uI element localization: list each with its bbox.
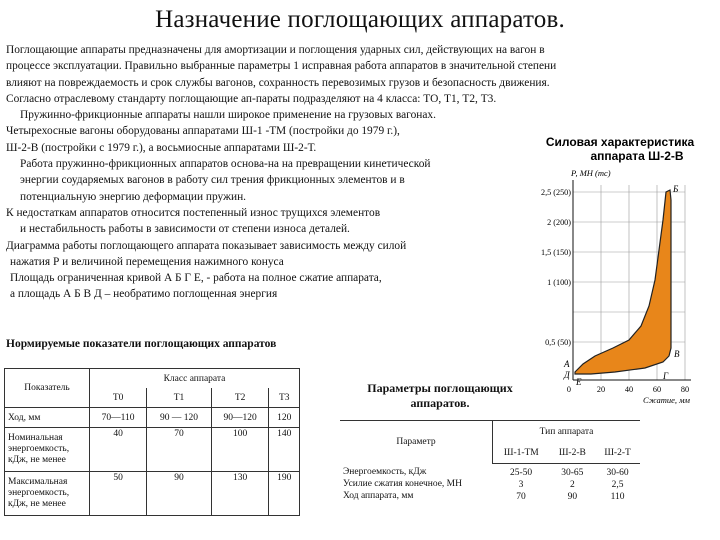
cell: 70	[147, 428, 212, 472]
point-label: А	[564, 359, 570, 369]
text-line: Согласно отраслевому стандарту поглощающие ап-параты подразделяют на 4 класса: ТО, Т1, Т2, Т3.	[6, 92, 497, 105]
cell: 70—110	[90, 408, 147, 428]
x-tick-label: 40	[624, 385, 634, 394]
cell: 90	[147, 472, 212, 516]
text-line: Площадь ограниченная кривой А Б Г Е, - работа на полное сжатие аппарата,	[10, 272, 382, 285]
table-row	[5, 472, 300, 516]
text-line: нажатия Р и величиной перемещения нажимного конуса	[10, 255, 284, 268]
header-type-group: Тип аппарата	[493, 421, 641, 443]
header-class: Т2	[211, 388, 269, 408]
cell: 190	[269, 472, 300, 516]
chart-title-line1: Силовая характеристика	[545, 135, 695, 149]
cell: 90	[567, 491, 578, 502]
cell: 2,5	[611, 479, 624, 490]
y-tick-label: 0,5 (50)	[545, 338, 571, 347]
y-tick-label: 2,5 (250)	[540, 188, 571, 197]
cell: 130	[211, 472, 269, 516]
table-row	[340, 463, 640, 504]
text-line: влияют на повреждаемость и срок службы вагонов, сохранность перевозимых грузов и безопасность движения.	[6, 76, 550, 89]
norm-table-title: Нормируемые показатели поглощающих аппаратов	[6, 338, 277, 350]
text-line: процессе эксплуатации. Правильно выбранные параметры 1 исправная работа аппаратов в значительной степени	[6, 60, 557, 73]
header-type: Ш-2-Т	[595, 443, 640, 464]
chart-title-line2: аппарата Ш-2-В	[590, 149, 684, 163]
text-line: потенциальную энергию деформации пружин.	[20, 190, 247, 203]
cell: 3	[518, 479, 524, 490]
type-values	[493, 463, 550, 504]
cell: 40	[90, 428, 147, 472]
cell: 120	[269, 408, 300, 428]
cell: 140	[269, 428, 300, 472]
x-tick-label: 20	[596, 385, 606, 394]
text-line: Поглощающие аппараты предназначены для амортизации и поглощения ударных сил, действующих на вагон в	[6, 44, 545, 56]
cell: 30-65	[561, 467, 584, 478]
header-type: Ш-2-В	[550, 443, 596, 464]
x-tick-label: 60	[652, 385, 662, 394]
header-class: Т0	[90, 388, 147, 408]
page-title: Назначение поглощающих аппаратов.	[155, 6, 565, 33]
param-labels	[340, 463, 493, 504]
point-label: Б	[673, 184, 679, 194]
text-line: а площадь А Б В Д – необратимо поглощенная энергия	[10, 288, 278, 301]
text-line: К недостаткам аппаратов относится постепенный износ трущихся элементов	[6, 206, 381, 219]
cell: 110	[610, 491, 625, 502]
x-tick-label: 80	[680, 385, 690, 394]
param-label: Ход аппарата, мм	[343, 491, 414, 501]
text-line: энергии соударяемых вагонов в работу сил трения фрикционных элементов и в	[20, 174, 405, 187]
text-line: Работа пружинно-фрикционных аппаратов основа-на на превращении кинетической	[20, 158, 431, 171]
cell: 70	[516, 491, 526, 502]
norm-table	[4, 368, 300, 516]
type-values	[550, 463, 596, 504]
x-tick-labels	[597, 385, 689, 394]
row-label: Ход, мм	[5, 408, 90, 428]
y-tick-label: 0	[566, 385, 571, 394]
header-indicator: Показатель	[5, 369, 90, 408]
header-class: Т1	[147, 388, 212, 408]
cell: 90—120	[211, 408, 269, 428]
param-label: Усилие сжатия конечное, МН	[343, 479, 462, 489]
row-label: Максимальная энергоемкость, кДж, не менее	[5, 472, 90, 516]
text-line: Четырехосные вагоны оборудованы аппаратами Ш-1 -ТМ (постройки до 1979 г.),	[6, 125, 400, 138]
text-line: Диаграмма работы поглощающего аппарата показывает зависимость между силой	[6, 239, 407, 252]
cell: 100	[211, 428, 269, 472]
header-class-group: Класс аппарата	[90, 369, 300, 389]
cell: 30-60	[606, 467, 629, 478]
header-class: Т3	[269, 388, 300, 408]
param-label: Энергоемкость, кДж	[343, 467, 427, 477]
point-label: Е	[576, 377, 582, 387]
type-values	[595, 463, 640, 504]
point-label: Г	[663, 371, 669, 381]
cell: 2	[569, 479, 575, 490]
x-axis-unit: Сжатие, мм	[642, 395, 690, 405]
point-label: Д	[564, 370, 570, 380]
row-label: Номинальная энергоемкость, кДж, не менее	[5, 428, 90, 472]
y-tick-label: 1,5 (150)	[540, 248, 571, 257]
y-tick-label: 1 (100)	[547, 278, 571, 287]
table-row	[5, 428, 300, 472]
cell: 50	[90, 472, 147, 516]
y-axis-unit: Р, МН (тс)	[571, 168, 611, 178]
text-line: и нестабильность работы в зависимости от степени износа деталей.	[20, 223, 350, 236]
params-table	[340, 420, 640, 504]
header-type: Ш-1-ТМ	[493, 443, 550, 464]
text-line: Пружинно-фрикционные аппараты нашли широкое применение на грузовых вагонах.	[20, 109, 436, 122]
force-characteristic-chart	[525, 130, 715, 420]
text-line: Ш-2-В (постройки с 1979 г.), а восьмиосные аппаратами Ш-2-Т.	[6, 141, 317, 154]
point-label: В	[674, 349, 680, 359]
table-row	[5, 408, 300, 428]
cell: 25-50	[509, 467, 533, 478]
params-table-title: Параметры поглощающих аппаратов.	[367, 381, 513, 410]
header-parameter: Параметр	[340, 421, 493, 464]
cell: 90 — 120	[147, 408, 212, 428]
y-tick-label: 2 (200)	[547, 218, 571, 227]
